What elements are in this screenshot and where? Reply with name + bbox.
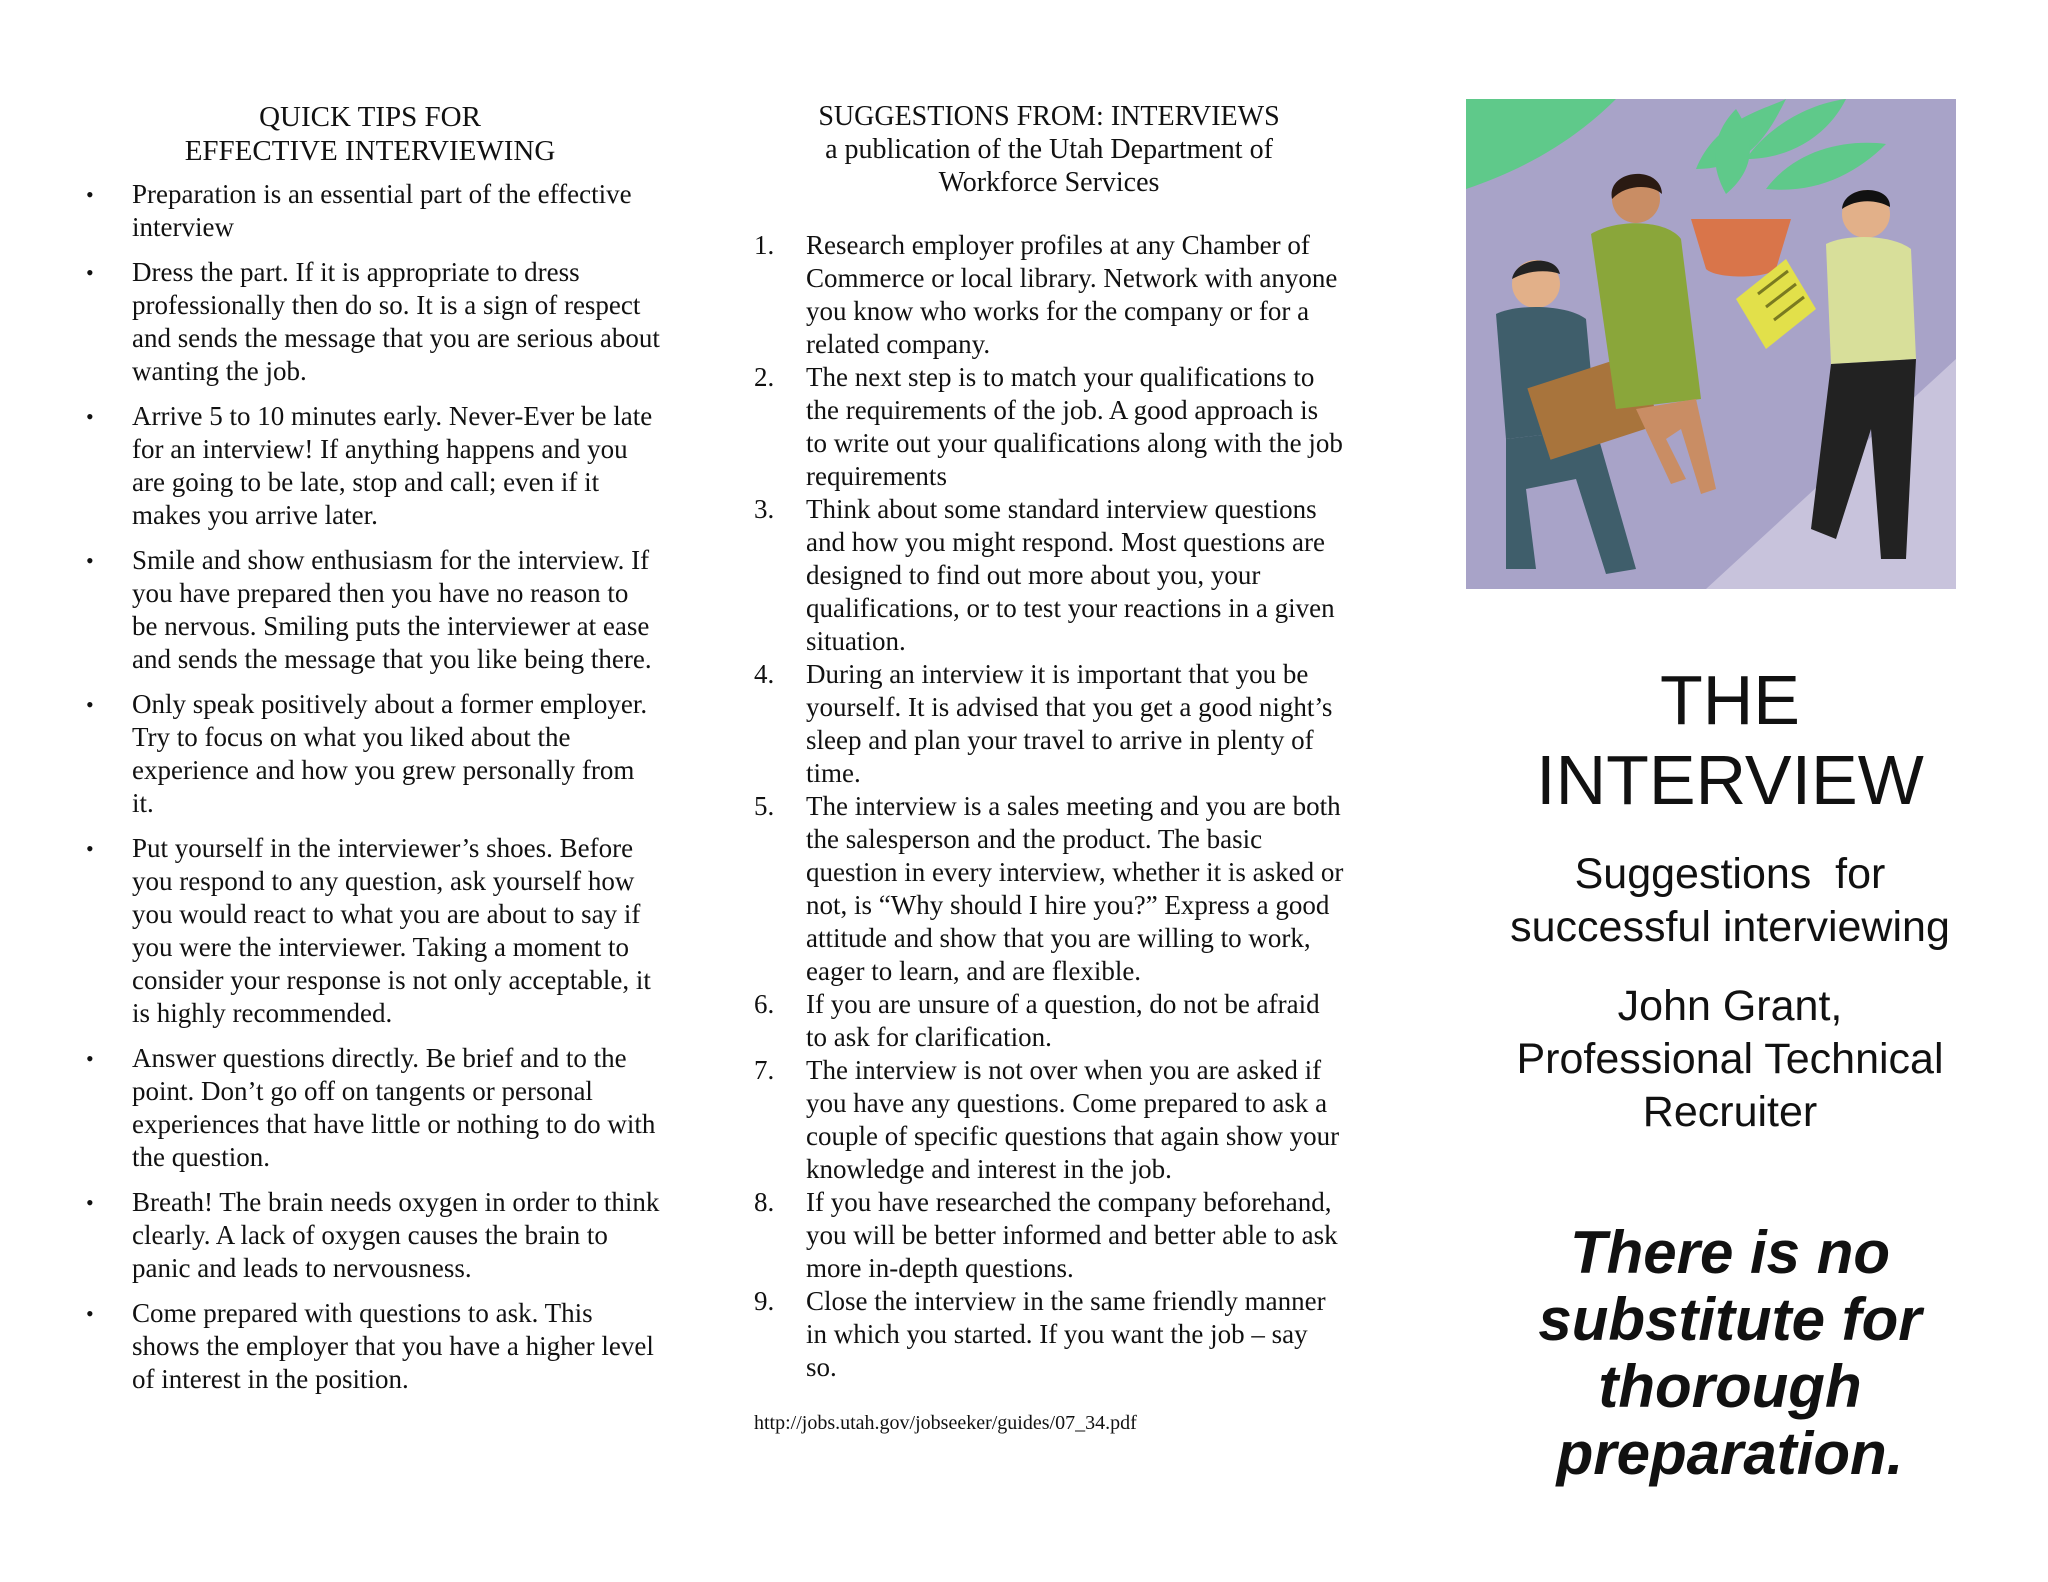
tip-text: Dress the part. If it is appropriate to dress professionally then do so. It is a sign of respect and sends the message that you are serious about wanting the job.	[132, 257, 660, 386]
author-block	[1460, 980, 2000, 1139]
item-number: 7.	[754, 1055, 775, 1085]
interview-clipart	[1466, 99, 1956, 589]
item-number: 3.	[754, 494, 775, 524]
item-number: 9.	[754, 1286, 775, 1316]
item-text: The interview is not over when you are asked if you have any questions. Come prepared to ask a couple of specific questions that again show your knowledge and interest in the job.	[806, 1055, 1340, 1184]
item-text: During an interview it is important that you be yourself. It is advised that you get a good night’s sleep and plan your travel to arrive in plenty of time.	[806, 659, 1333, 788]
subtitle-line1: Suggestions for	[1574, 850, 1886, 898]
author-title-line2: Recruiter	[1642, 1088, 1818, 1136]
list-item	[80, 832, 660, 1030]
tagline-line1: There is no	[1569, 1219, 1891, 1286]
bullet-icon: •	[86, 404, 94, 429]
list-item	[80, 178, 660, 244]
bullet-icon: •	[86, 182, 94, 207]
bullet-icon: •	[86, 1046, 94, 1071]
list-item	[80, 256, 660, 388]
brochure-title: THE INTERVIEW	[1536, 661, 1924, 819]
item-text: Research employer profiles at any Chamber of Commerce or local library. Network with anyone you know who works for the company or for a related company.	[806, 230, 1338, 359]
list-item	[754, 229, 1344, 361]
list-item	[754, 1186, 1344, 1285]
list-item	[754, 988, 1344, 1054]
author-title-line1: Professional Technical	[1516, 1035, 1944, 1083]
tip-text: Breath! The brain needs oxygen in order to think clearly. A lack of oxygen causes the brain to panic and leads to nervousness.	[132, 1187, 660, 1283]
item-text: Close the interview in the same friendly manner in which you started. If you want the job – say so.	[806, 1286, 1326, 1382]
tagline-line4: preparation.	[1556, 1420, 1904, 1487]
list-item	[80, 400, 660, 532]
item-number: 6.	[754, 989, 775, 1019]
quick-tips-column	[80, 100, 660, 1408]
item-text: The interview is a sales meeting and you are both the salesperson and the product. The basic question in every interview, whether it is asked or not, is “Why should I hire you?” Express a good attitude and show that you are willing to work, eager to learn, and are flexible.	[806, 791, 1344, 986]
list-item	[80, 544, 660, 676]
bullet-icon: •	[86, 1301, 94, 1326]
tagline	[1460, 1219, 2000, 1487]
list-item	[754, 361, 1344, 493]
bullet-icon: •	[86, 692, 94, 717]
list-item	[80, 1297, 660, 1396]
tagline-line2: substitute for	[1538, 1286, 1922, 1353]
suggestions-heading-line2: a publication of the Utah Department of	[825, 134, 1273, 165]
suggestions-column	[754, 100, 1344, 1435]
quick-tips-heading-line2: EFFECTIVE INTERVIEWING	[184, 135, 556, 167]
tip-text: Answer questions directly. Be brief and to the point. Don’t go off on tangents or personal experiences that have little or nothing to do with the question.	[132, 1043, 656, 1172]
item-text: Think about some standard interview questions and how you might respond. Most questions are designed to find out more about you, your qualifications, or to test your reactions in a given situation.	[806, 494, 1335, 656]
tip-text: Smile and show enthusiasm for the interview. If you have prepared then you have no reason to be nervous. Smiling puts the interviewer at ease and sends the message that you like being there.	[132, 545, 652, 674]
quick-tips-heading	[80, 100, 660, 168]
list-item	[754, 493, 1344, 658]
source-url: http://jobs.utah.gov/jobseeker/guides/07_34.pdf	[754, 1412, 1137, 1434]
item-number: 8.	[754, 1187, 775, 1217]
suggestions-list	[754, 229, 1344, 1384]
list-item	[754, 658, 1344, 790]
quick-tips-list	[80, 178, 660, 1396]
suggestions-heading	[754, 100, 1344, 199]
tagline-line3: thorough	[1598, 1353, 1862, 1420]
bullet-icon: •	[86, 548, 94, 573]
tip-text: Only speak positively about a former employer. Try to focus on what you liked about the experience and how you grew personally from it.	[132, 689, 648, 818]
list-item	[754, 1285, 1344, 1384]
item-number: 4.	[754, 659, 775, 689]
quick-tips-heading-line1: QUICK TIPS FOR	[259, 101, 481, 133]
tip-text: Come prepared with questions to ask. This shows the employer that you have a higher level of interest in the position.	[132, 1298, 654, 1394]
tip-text: Arrive 5 to 10 minutes early. Never-Ever be late for an interview! If anything happens and you are going to be late, stop and call; even if it makes you arrive later.	[132, 401, 653, 530]
list-item	[754, 790, 1344, 988]
list-item	[80, 688, 660, 820]
suggestions-heading-line3: Workforce Services	[938, 167, 1160, 198]
suggestions-heading-line1: SUGGESTIONS FROM: INTERVIEWS	[818, 101, 1280, 132]
item-number: 2.	[754, 362, 775, 392]
item-number: 1.	[754, 230, 775, 260]
bullet-icon: •	[86, 836, 94, 861]
bullet-icon: •	[86, 1190, 94, 1215]
list-item	[80, 1186, 660, 1285]
subtitle-line2: successful interviewing	[1510, 903, 1950, 951]
list-item	[80, 1042, 660, 1174]
cover-panel	[1460, 660, 2000, 1487]
tip-text: Preparation is an essential part of the effective interview	[132, 179, 632, 242]
item-number: 5.	[754, 791, 775, 821]
bullet-icon: •	[86, 260, 94, 285]
standing-man-shirt	[1826, 237, 1916, 364]
author-name: John Grant,	[1617, 982, 1843, 1030]
tip-text: Put yourself in the interviewer’s shoes. Before you respond to any question, ask yourself how you would react to what you are about to say if you were the interviewer. Taking a moment to consider your response is not only acceptable, it is highly recommended.	[132, 833, 651, 1028]
item-text: If you have researched the company beforehand, you will be better informed and better able to ask more in-depth questions.	[806, 1187, 1338, 1283]
list-item	[754, 1054, 1344, 1186]
brochure-subtitle	[1460, 848, 2000, 954]
item-text: If you are unsure of a question, do not be afraid to ask for clarification.	[806, 989, 1320, 1052]
item-text: The next step is to match your qualifications to the requirements of the job. A good approach is to write out your qualifications along with the job requirements	[806, 362, 1343, 491]
